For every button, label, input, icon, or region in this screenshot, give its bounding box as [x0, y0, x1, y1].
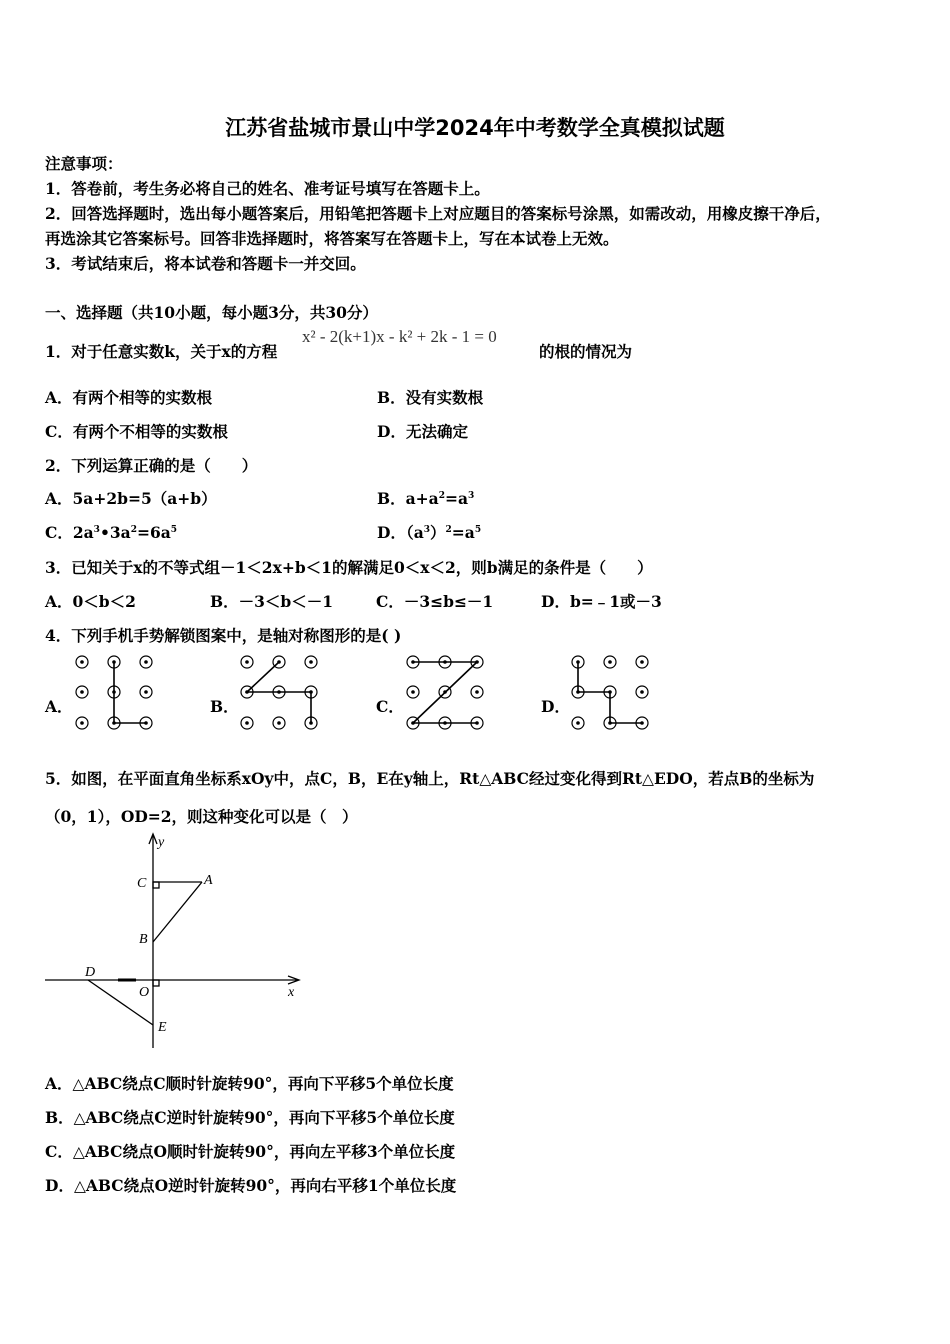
- label-a: A: [204, 873, 213, 888]
- q1-option-a: A．有两个相等的实数根: [45, 388, 213, 407]
- label-c: C: [137, 876, 147, 891]
- label-d: D: [85, 965, 96, 980]
- q5-stem-line2: （0，1），OD=2，则这种变化可以是（ ）: [45, 807, 358, 826]
- q4-stem: 4．下列手机手势解锁图案中，是轴对称图形的是( ): [45, 626, 402, 645]
- label-b: B: [139, 932, 148, 947]
- notice-item-1: 1．答卷前，考生务必将自己的姓名、准考证号填写在答题卡上。: [45, 179, 490, 198]
- q1-stem-b: 的根的情况为: [539, 342, 633, 361]
- q5-option-a: A．△ABC绕点C顺时针旋转90°，再向下平移5个单位长度: [45, 1074, 454, 1093]
- q4-label-c: C．: [376, 697, 404, 716]
- q4-label-b: B．: [210, 697, 239, 716]
- q4-pattern-c: [401, 652, 491, 732]
- label-o: O: [139, 985, 150, 1000]
- q3-stem: 3．已知关于x的不等式组－1＜2x+b＜1的解满足0＜x＜2，则b满足的条件是（ ）: [45, 558, 653, 577]
- q2-option-c: C．$2a^3•3a^2=6a^5$: [45, 523, 178, 542]
- notice-item-3: 3．考试结束后，将本试卷和答题卡一并交回。: [45, 254, 366, 273]
- q3-option-d: D．b=﹣1或－3: [541, 592, 662, 611]
- label-e: E: [158, 1020, 167, 1035]
- notice-item-2: 2．回答选择题时，选出每小题答案后，用铅笔把答题卡上对应题目的答案标号涂黑，如需改动，用橡皮擦干净后，: [45, 204, 831, 223]
- q2-option-b: B．$a+a^2=a^3$: [377, 489, 475, 508]
- q4-pattern-a: [70, 652, 160, 732]
- q4-label-d: D．: [541, 697, 570, 716]
- q1-stem-a: 1．对于任意实数k，关于x的方程: [45, 342, 278, 361]
- q5-stem-line1: 5．如图，在平面直角坐标系xOy中，点C，B，E在y轴上，Rt△ABC经过变化得到Rt△EDO，若点B的坐标为: [45, 769, 815, 788]
- q1-equation: x² - 2(k+1)x - k² + 2k - 1 = 0: [302, 327, 497, 346]
- q1-option-c: C．有两个不相等的实数根: [45, 422, 228, 441]
- q5-figure: [40, 830, 310, 1055]
- page-title: 江苏省盐城市景山中学2024年中考数学全真模拟试题: [225, 116, 725, 140]
- q4-pattern-b: [235, 652, 325, 732]
- q3-option-a: A．0＜b＜2: [45, 592, 136, 611]
- label-y: y: [158, 835, 165, 850]
- q4-label-a: A．: [45, 697, 73, 716]
- q3-option-b: B．－3＜b＜－1: [210, 592, 334, 611]
- section-heading: 一、选择题（共10小题，每小题3分，共30分）: [45, 303, 378, 322]
- q5-option-b: B．△ABC绕点C逆时针旋转90°，再向下平移5个单位长度: [45, 1108, 455, 1127]
- q2-option-a: A．5a+2b=5（a+b）: [45, 489, 217, 508]
- q2-option-d: D．$(a^3)^2=a^5$: [377, 523, 482, 542]
- q5-option-c: C．△ABC绕点O顺时针旋转90°，再向左平移3个单位长度: [45, 1142, 456, 1161]
- q2-stem: 2．下列运算正确的是（ ）: [45, 456, 258, 475]
- q5-option-d: D．△ABC绕点O逆时针旋转90°，再向右平移1个单位长度: [45, 1176, 457, 1195]
- q1-option-d: D．无法确定: [377, 422, 468, 441]
- q1-option-b: B．没有实数根: [377, 388, 484, 407]
- q4-pattern-d: [566, 652, 656, 732]
- notice-item-2-cont: 再选涂其它答案标号。回答非选择题时，将答案写在答题卡上，写在本试卷上无效。: [45, 229, 619, 248]
- notice-heading: 注意事项：: [45, 154, 123, 173]
- q3-option-c: C．－3≤b≤－1: [376, 592, 494, 611]
- label-x: x: [288, 985, 295, 1000]
